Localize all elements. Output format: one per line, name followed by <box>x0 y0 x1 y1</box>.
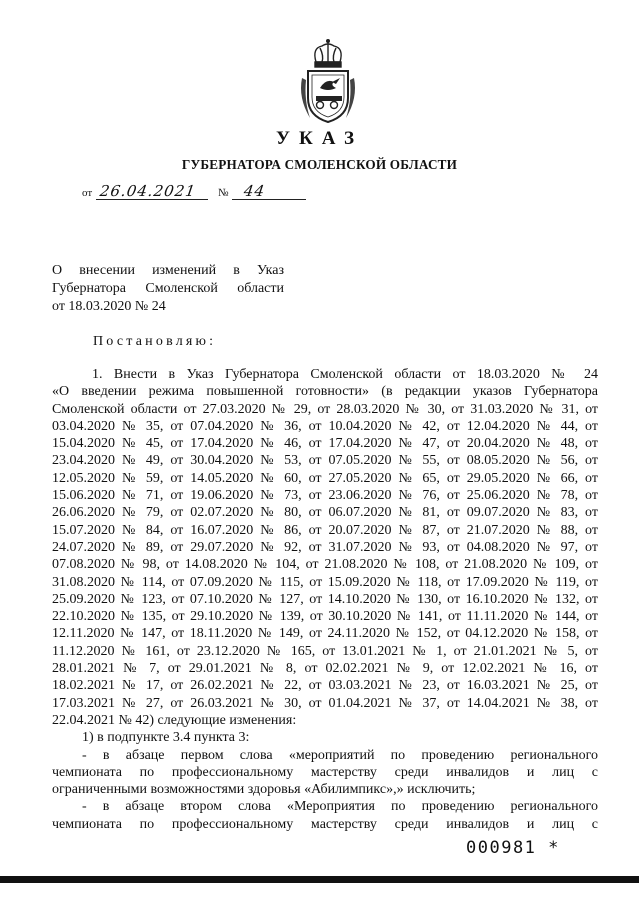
coat-of-arms-emblem <box>296 38 360 126</box>
body-line: 1. Внести в Указ Губернатора Смоленской области от 18.03.2020 № 24 <box>92 367 598 382</box>
document-title: УКАЗ <box>276 128 363 149</box>
date-from-label: от <box>82 187 93 199</box>
body-line: 03.04.2020 № 35, от 07.04.2020 № 36, от 10.04.2020 № 42, от 12.04.2020 № 44, от <box>52 418 598 434</box>
body-line: 07.08.2020 № 98, от 14.08.2020 № 104, от 21.08.2020 № 108, от 21.08.2020 № 109, от <box>52 557 598 573</box>
body-line: ограниченными возможностями здоровья «Абилимпикс»,» исключить; <box>52 782 476 798</box>
handwritten-date: 26.04.2021 <box>98 182 198 200</box>
document-body <box>52 366 598 833</box>
body-line: - в абзаце первом слова «мероприятий по проведению регионального <box>82 747 598 763</box>
handwritten-number: 44 <box>242 182 267 200</box>
subject-line: Губернатора Смоленской области <box>52 281 284 296</box>
body-line: - в абзаце втором слова «Мероприятия по проведению регионального <box>82 799 598 815</box>
body-line: Смоленской области от 27.03.2020 № 29, от 28.03.2020 № 30, от 31.03.2020 № 31, от <box>52 401 598 417</box>
subject-block <box>52 262 284 316</box>
body-line: 24.07.2020 № 89, от 29.07.2020 № 92, от 31.07.2020 № 93, от 04.08.2020 № 97, от <box>52 539 598 555</box>
document-subtitle: ГУБЕРНАТОРА СМОЛЕНСКОЙ ОБЛАСТИ <box>181 157 458 172</box>
body-line: 25.09.2020 № 123, от 07.10.2020 № 127, от 14.10.2020 № 130, от 16.10.2020 № 132, от <box>52 591 598 607</box>
body-line: чемпионата по профессиональному мастерству среди инвалидов и лиц с <box>52 764 598 780</box>
body-line: 26.06.2020 № 79, от 02.07.2020 № 80, от 06.07.2020 № 81, от 09.07.2020 № 83, от <box>52 505 598 521</box>
body-line: 22.04.2021 № 42) следующие изменения: <box>52 712 297 728</box>
body-line: 11.12.2020 № 161, от 23.12.2020 № 165, от 13.01.2021 № 1, от 21.01.2021 № 5, от <box>52 643 598 659</box>
dateline <box>82 177 322 203</box>
body-line: 1) в подпункте 3.4 пункта 3: <box>82 730 250 746</box>
bottom-border-bar <box>0 876 639 883</box>
subject-line: О внесении изменений в Указ <box>52 263 284 278</box>
body-line: 23.04.2020 № 49, от 30.04.2020 № 53, от 07.05.2020 № 55, от 08.05.2020 № 56, от <box>52 453 598 469</box>
subject-line: от 18.03.2020 № 24 <box>52 299 166 314</box>
body-line: 18.02.2021 № 17, от 26.02.2021 № 22, от 03.03.2021 № 23, от 16.03.2021 № 25, от <box>52 678 598 694</box>
body-line: 17.03.2021 № 27, от 26.03.2021 № 30, от 01.04.2021 № 37, от 14.04.2021 № 38, от <box>52 695 598 711</box>
body-line: 22.10.2020 № 135, от 29.10.2020 № 139, от 30.10.2020 № 141, от 11.11.2020 № 144, от <box>52 609 598 625</box>
number-label: № <box>218 187 229 199</box>
resolve-heading: Постановляю: <box>93 334 217 349</box>
body-line: «О введении режима повышенной готовности» (в редакции указов Губернатора <box>52 384 598 400</box>
body-line: 15.07.2020 № 84, от 16.07.2020 № 86, от 20.07.2020 № 87, от 21.07.2020 № 88, от <box>52 522 598 538</box>
body-line: 15.04.2020 № 45, от 17.04.2020 № 46, от 17.04.2020 № 47, от 20.04.2020 № 48, от <box>52 436 598 452</box>
stamp-number: 000981 * <box>466 838 560 858</box>
body-line: 31.08.2020 № 114, от 07.09.2020 № 115, от 15.09.2020 № 118, от 17.09.2020 № 119, от <box>52 574 598 590</box>
body-line: 15.06.2020 № 71, от 19.06.2020 № 73, от 23.06.2020 № 76, от 25.06.2020 № 78, от <box>52 488 598 504</box>
body-line: 12.05.2020 № 59, от 14.05.2020 № 60, от 27.05.2020 № 65, от 29.05.2020 № 66, от <box>52 470 598 486</box>
body-line: 12.11.2020 № 147, от 18.11.2020 № 149, от 24.11.2020 № 152, от 04.12.2020 № 158, от <box>52 626 598 642</box>
body-line: 28.01.2021 № 7, от 29.01.2021 № 8, от 02.02.2021 № 9, от 12.02.2021 № 16, от <box>52 661 598 677</box>
body-line: чемпионата по профессиональному мастерству среди инвалидов и лиц с <box>52 816 598 832</box>
